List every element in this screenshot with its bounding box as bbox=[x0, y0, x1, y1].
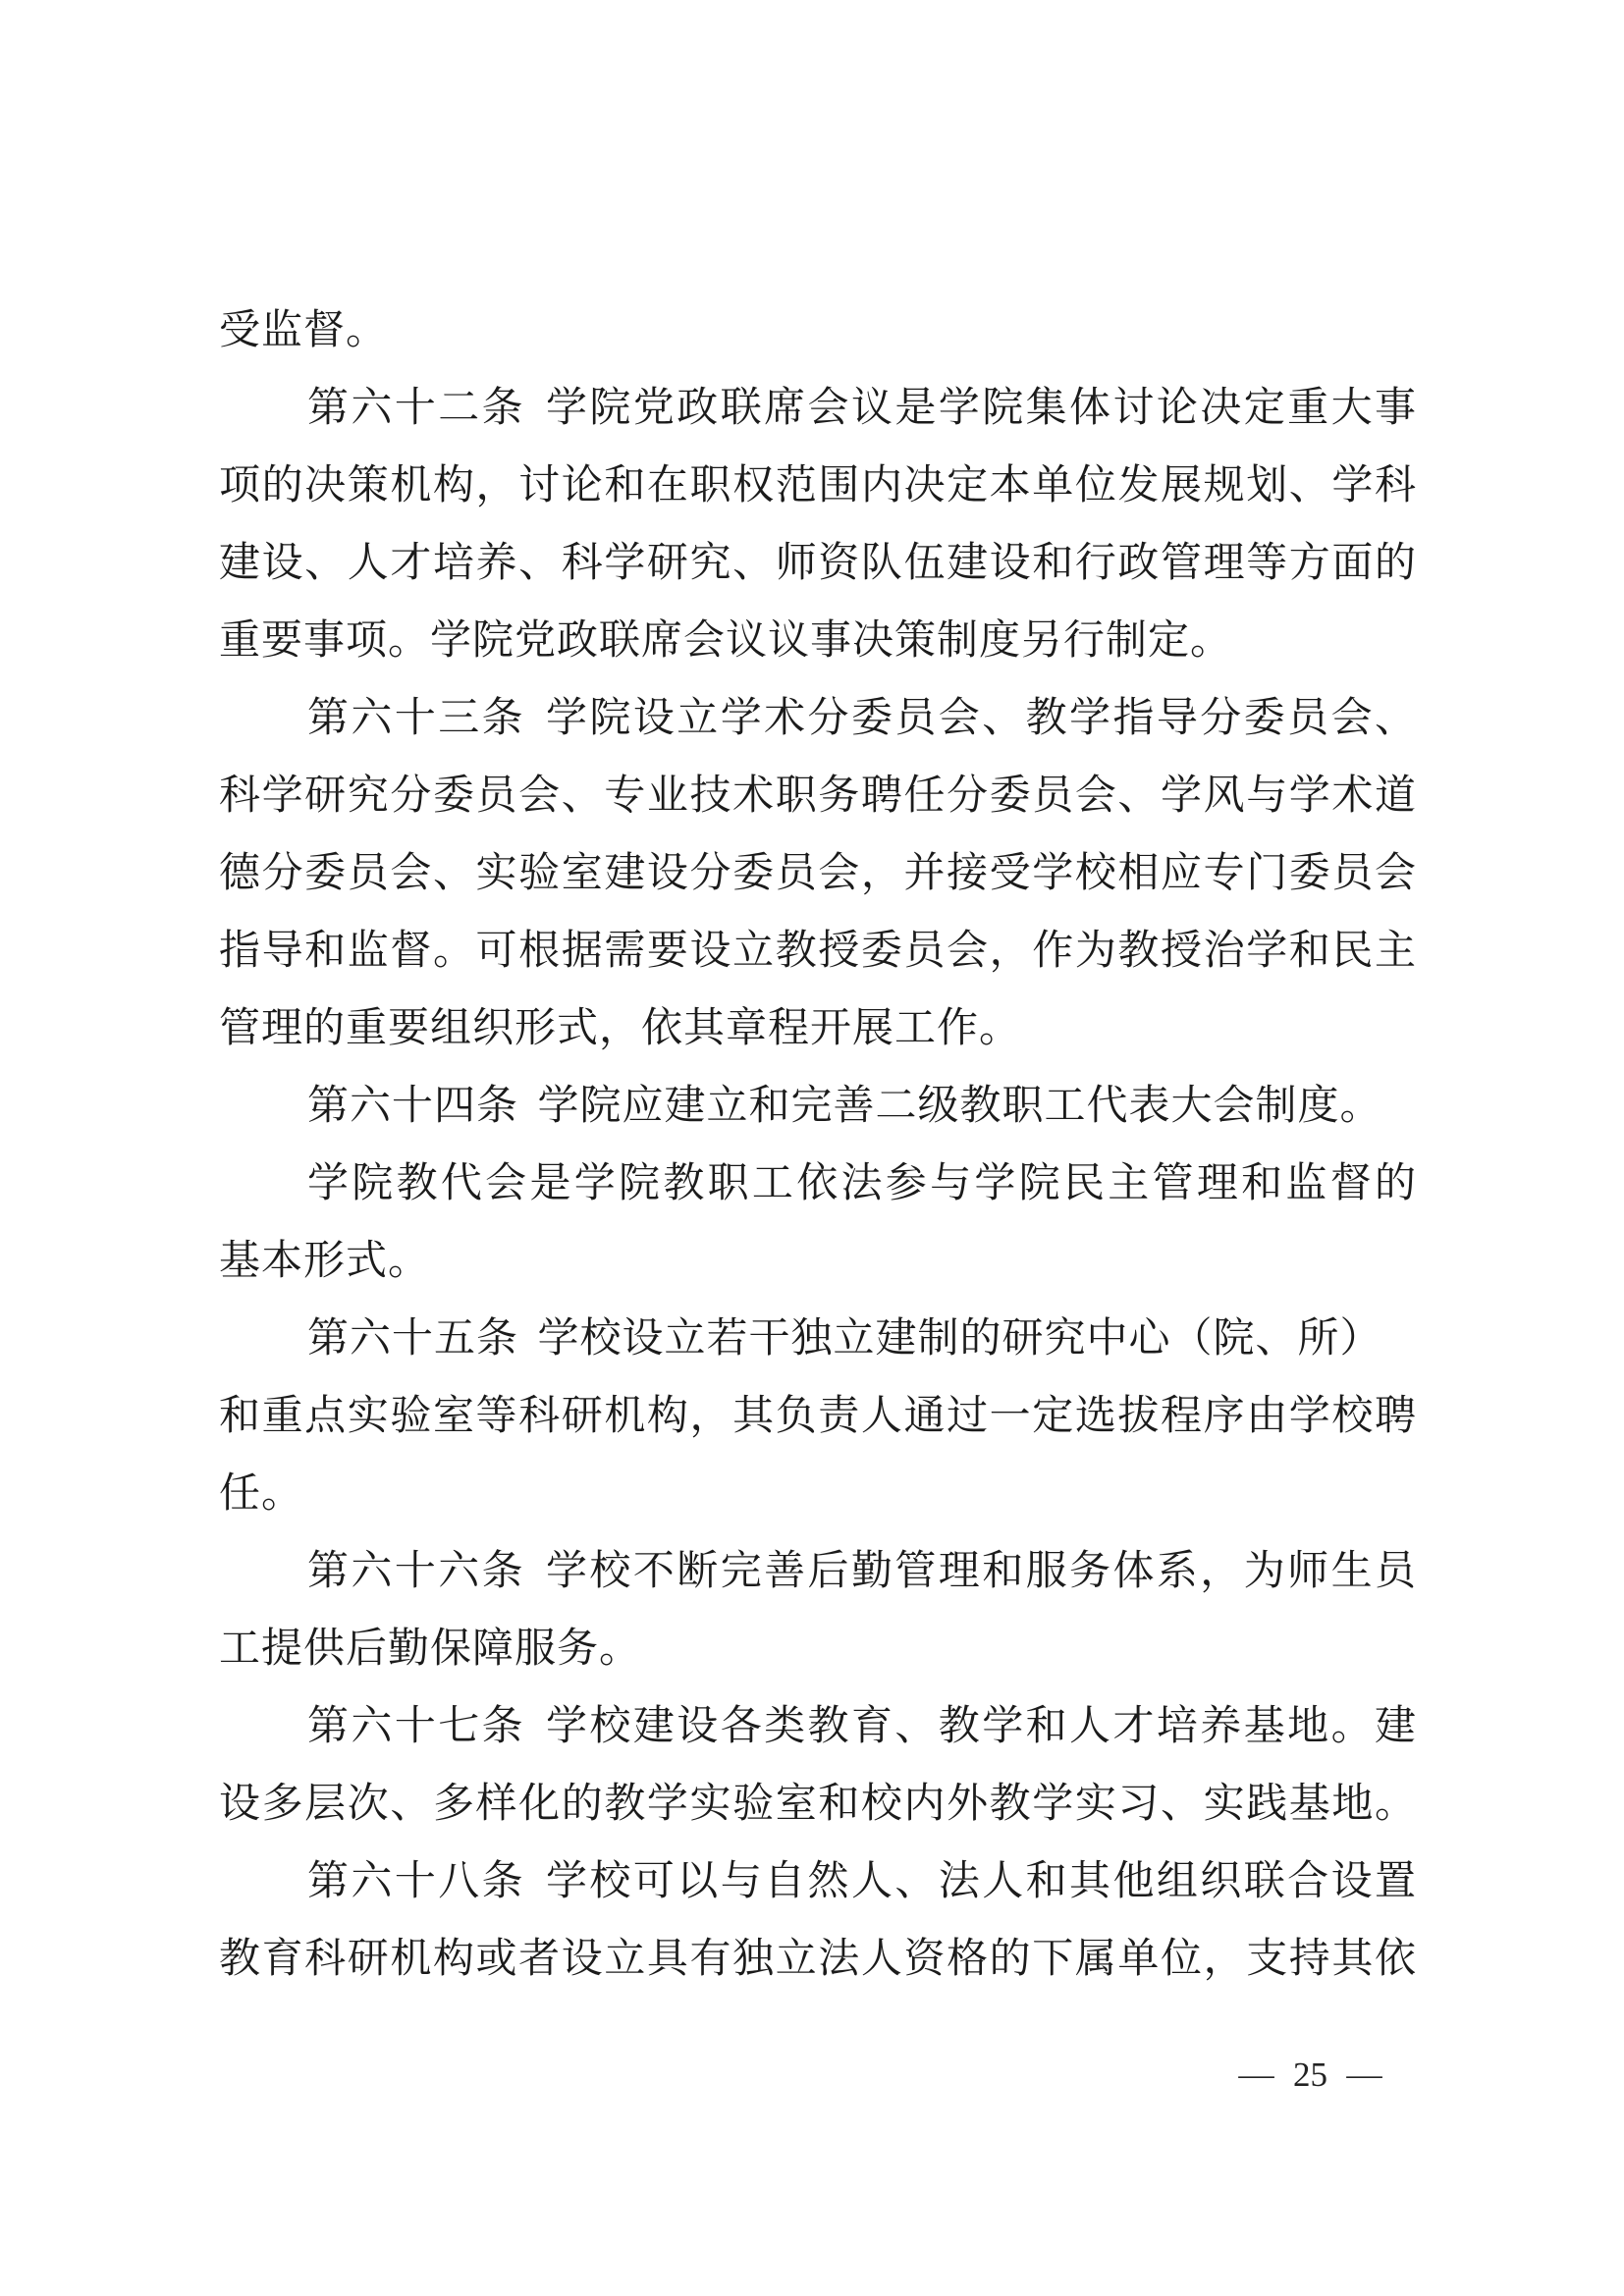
text-line: 工提供后勤保障服务。 bbox=[219, 1627, 642, 1672]
text-line: 学院教代会是学院教职工依法参与学院民主管理和监督的 bbox=[307, 1161, 1417, 1206]
text-line: 第六十四条 学院应建立和完善二级教职工代表大会制度。 bbox=[307, 1084, 1382, 1129]
text-line: 设多层次、多样化的教学实验室和校内外教学实习、实践基地。 bbox=[219, 1782, 1417, 1827]
text-line: 科学研究分委员会、专业技术职务聘任分委员会、学风与学术道 bbox=[219, 774, 1417, 819]
page-number: 25 bbox=[1293, 2056, 1327, 2094]
text-line: 受监督。 bbox=[219, 308, 389, 353]
text-line: 管理的重要组织形式，依其章程开展工作。 bbox=[219, 1006, 1022, 1051]
text-line: 基本形式。 bbox=[219, 1239, 431, 1284]
text-line: 教育科研机构或者设立具有独立法人资格的下属单位，支持其依 bbox=[219, 1937, 1417, 1982]
page-footer bbox=[1240, 2054, 1380, 2097]
text-line: 第六十三条 学院设立学术分委员会、教学指导分委员会、 bbox=[307, 696, 1417, 741]
text-line: 和重点实验室等科研机构，其负责人通过一定选拔程序由学校聘 bbox=[219, 1394, 1417, 1439]
text-line: 任。 bbox=[219, 1471, 304, 1517]
footer-dash-left: — bbox=[1238, 2056, 1274, 2093]
text-line: 第六十六条 学校不断完善后勤管理和服务体系，为师生员 bbox=[307, 1549, 1417, 1594]
text-line: 第六十八条 学校可以与自然人、法人和其他组织联合设置 bbox=[307, 1859, 1417, 1904]
document-text-block bbox=[219, 293, 1417, 1999]
text-line: 德分委员会、实验室建设分委员会，并接受学校相应专门委员会 bbox=[219, 851, 1417, 896]
text-line: 指导和监督。可根据需要设立教授委员会，作为教授治学和民主 bbox=[219, 929, 1417, 974]
text-line: 重要事项。学院党政联席会议议事决策制度另行制定。 bbox=[219, 618, 1233, 664]
text-line: 第六十七条 学校建设各类教育、教学和人才培养基地。建 bbox=[307, 1704, 1417, 1749]
footer-dash-right: — bbox=[1346, 2056, 1382, 2093]
text-line: 建设、人才培养、科学研究、师资队伍建设和行政管理等方面的 bbox=[219, 541, 1417, 586]
text-line: 项的决策机构，讨论和在职权范围内决定本单位发展规划、学科 bbox=[219, 463, 1417, 508]
text-line: 第六十二条 学院党政联席会议是学院集体讨论决定重大事 bbox=[307, 386, 1417, 431]
text-line: 第六十五条 学校设立若干独立建制的研究中心（院、所） bbox=[307, 1316, 1382, 1362]
